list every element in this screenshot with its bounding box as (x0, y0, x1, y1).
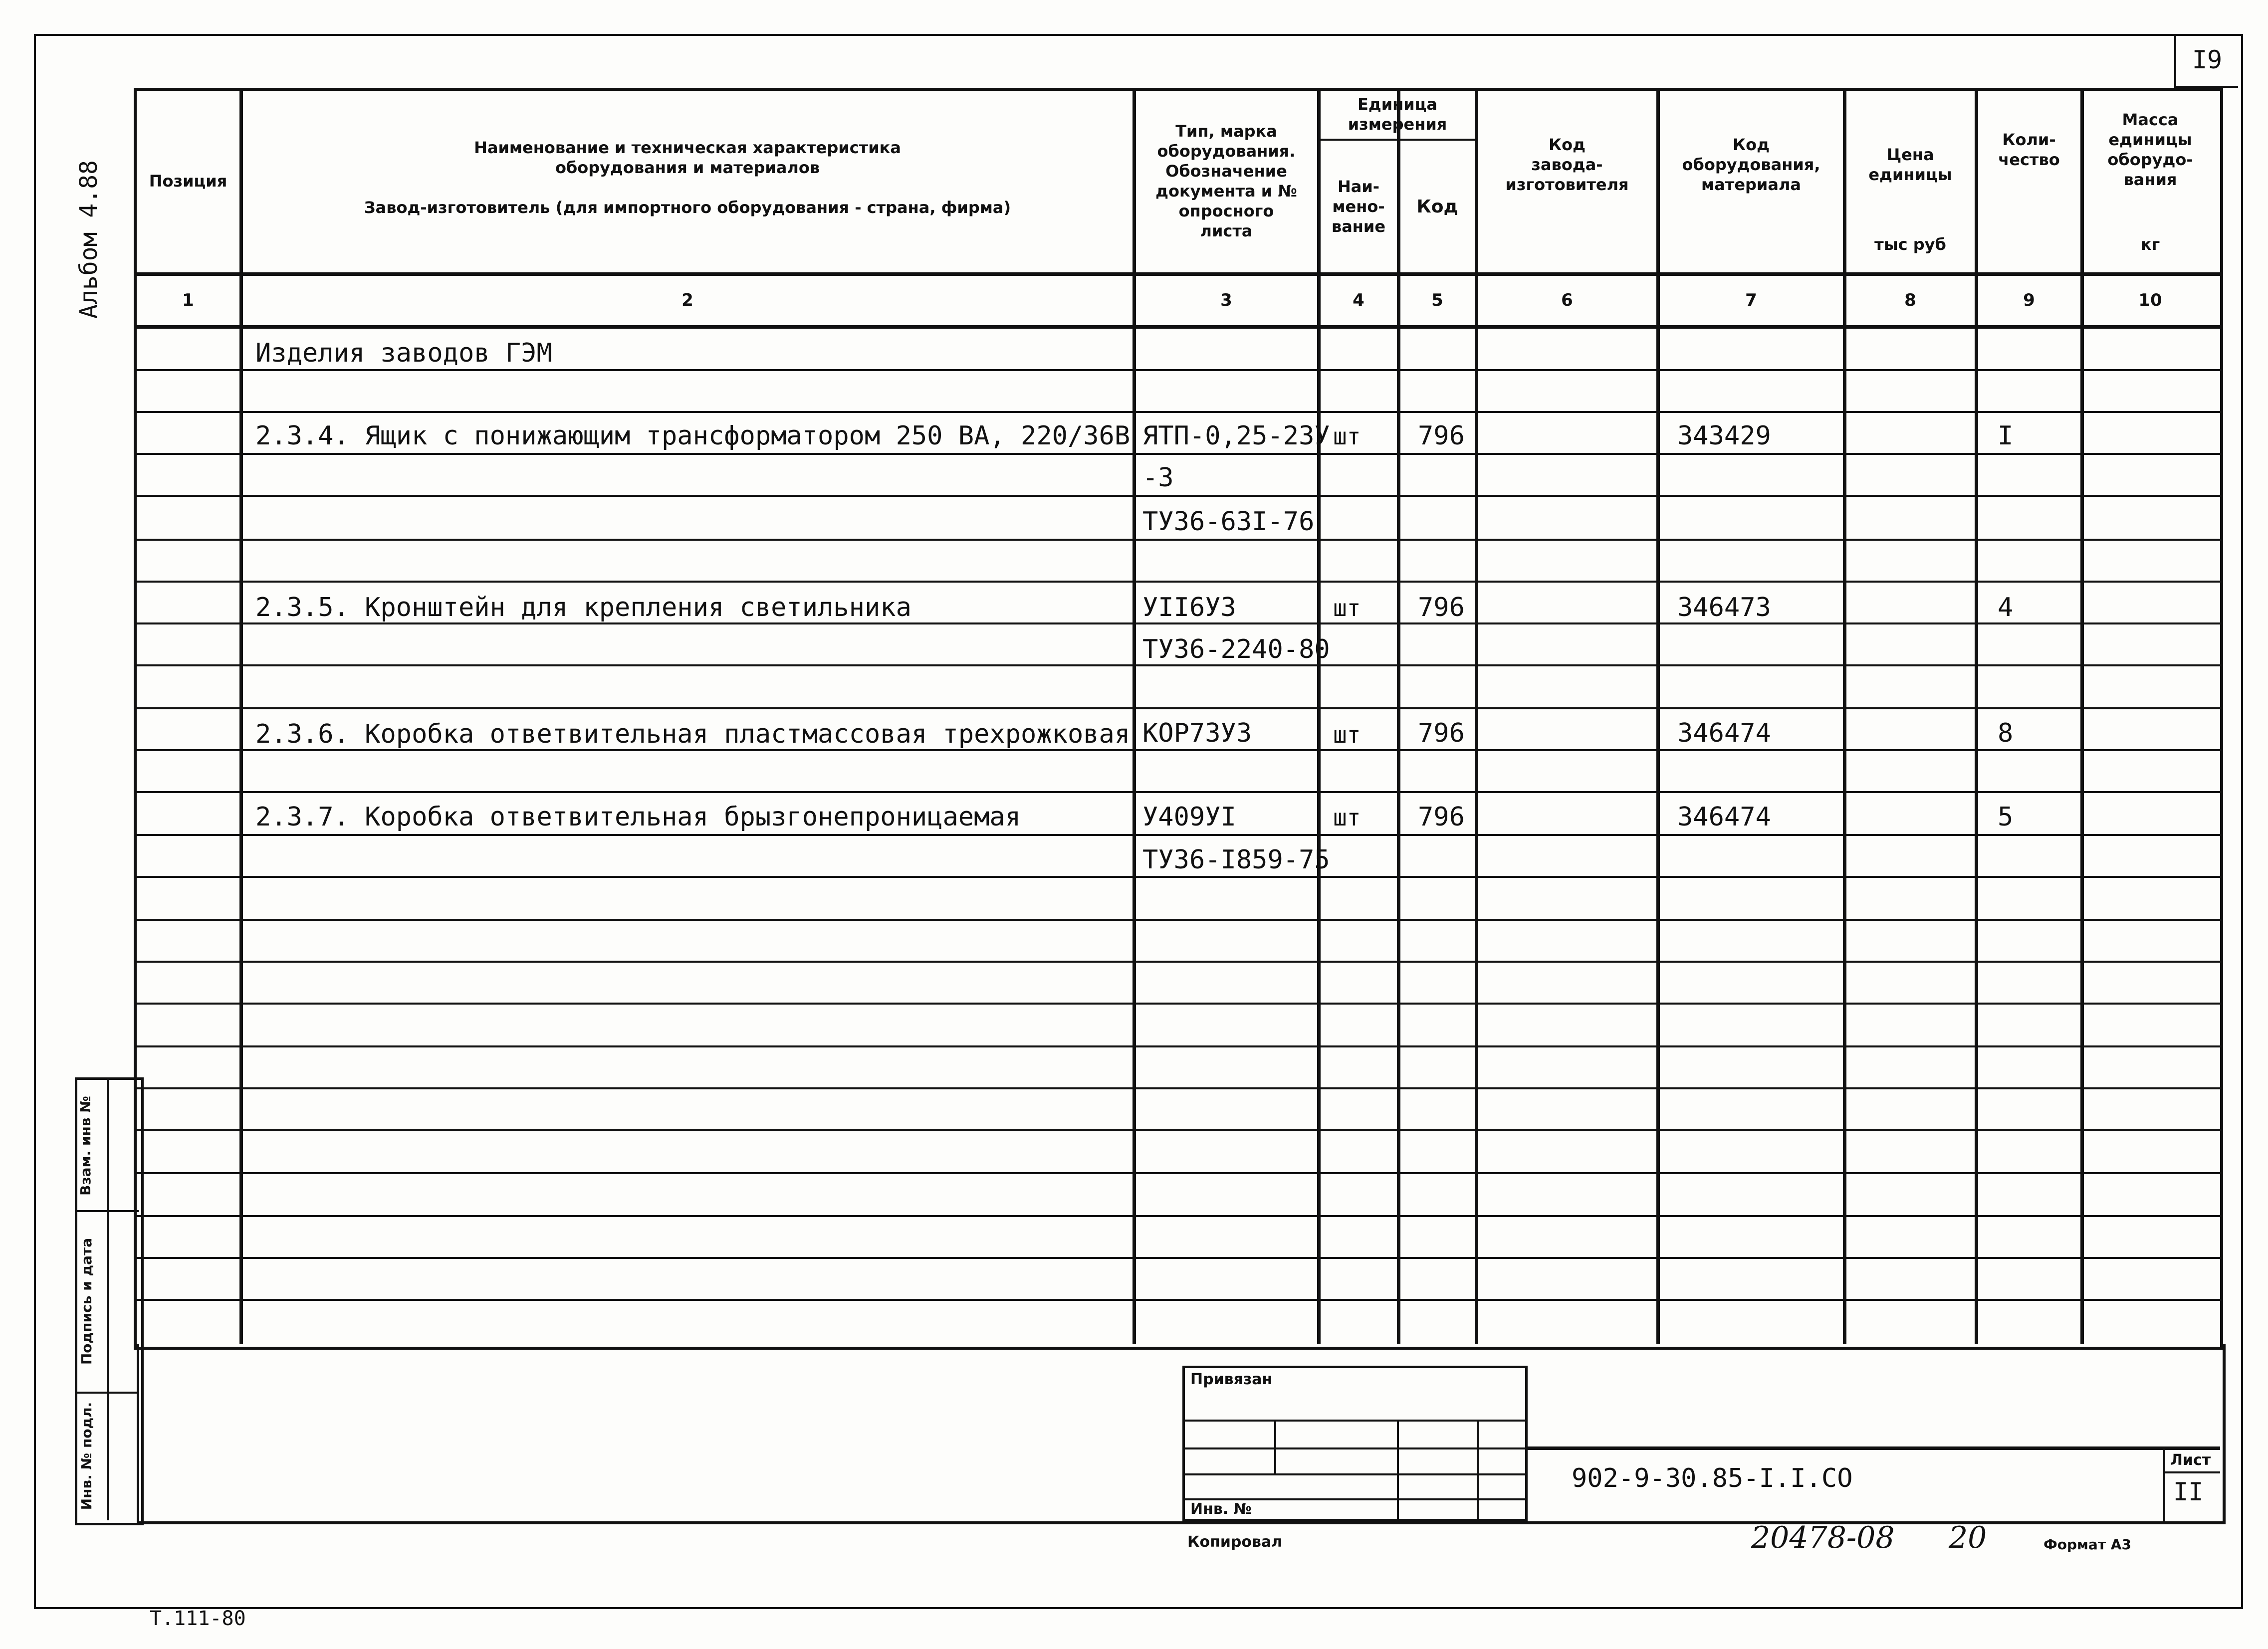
item-qty: 4 (1998, 593, 2014, 622)
header-type: Тип, марка оборудования. Обозначение документа и № опросного листа (1155, 122, 1297, 240)
item-unit: шт (1333, 721, 1361, 748)
colnum-4: 4 (1353, 290, 1364, 310)
title-block-frame (137, 1344, 2226, 1524)
privyazan-line (1182, 1447, 1528, 1449)
header-mass-unit: кг (2140, 235, 2160, 254)
row-line (134, 961, 2220, 963)
colnum-1: 1 (182, 290, 194, 310)
row-line (134, 622, 2220, 624)
privyazan-vline (1274, 1420, 1276, 1473)
item-unit: шт (1333, 804, 1361, 831)
item-unit-code: 796 (1418, 593, 1465, 622)
header-unit-code: Код (1416, 196, 1458, 217)
row-line (134, 539, 2220, 541)
item-eq-code: 346473 (1677, 593, 1771, 622)
inv-no-label: Инв. № (1190, 1500, 1252, 1518)
footer-stamp: Т.111-80 (150, 1607, 246, 1630)
item-type: КОР73У3 (1142, 718, 1252, 748)
list-box-line (2163, 1471, 2220, 1473)
row-line (134, 411, 2220, 413)
item-eq-code: 346474 (1677, 718, 1771, 748)
header-name (242, 90, 1133, 272)
kopiroval-label: Копировал (1187, 1533, 1283, 1551)
header-name-line3: Завод-изготовитель (для импортного оборудования - страна, фирма) (364, 198, 1011, 217)
item-unit-code: 796 (1418, 802, 1465, 832)
doc-block-top (1528, 1446, 2220, 1450)
header-price-unit: тыс руб (1874, 235, 1946, 254)
colnum-10: 10 (2138, 290, 2162, 310)
colnum-6: 6 (1561, 290, 1573, 310)
privyazan-vline (1477, 1420, 1479, 1521)
row-line (134, 749, 2220, 751)
list-label: Лист (2170, 1451, 2211, 1469)
format-label: Формат А3 (2043, 1536, 2131, 1553)
item-eq-code: 346474 (1677, 802, 1771, 832)
privyazan-vline (1397, 1420, 1399, 1521)
item-name: 2.3.5. Кронштейн для крепления светильника (255, 593, 911, 622)
item-type-cont: -3 (1142, 463, 1174, 493)
row-line (134, 1129, 2220, 1131)
row-line (134, 876, 2220, 878)
item-name: 2.3.4. Ящик с понижающим трансформатором 250 ВА, 220/36В (255, 421, 1131, 451)
list-number: II (2173, 1477, 2204, 1506)
row-line (134, 707, 2220, 709)
colnum-7: 7 (1745, 290, 1757, 310)
item-name: 2.3.7. Коробка ответвительная брызгонепроницаемая (255, 802, 1021, 832)
side-stamp-vzam: Взам. инв № (77, 1096, 94, 1196)
item-spec: ТУ36-I859-75 (1142, 845, 1330, 875)
row-line (134, 834, 2220, 836)
row-line (134, 1299, 2220, 1301)
item-spec: ТУ36-63I-76 (1142, 507, 1315, 537)
privyazan-label: Привязан (1190, 1371, 1273, 1388)
item-unit-code: 796 (1418, 421, 1465, 451)
row-line (134, 1215, 2220, 1217)
row-line (134, 1003, 2220, 1005)
colnum-bottom-line (134, 325, 2220, 329)
row-line (134, 495, 2220, 497)
item-eq-code: 343429 (1677, 421, 1771, 451)
album-label (75, 135, 105, 344)
item-spec: ТУ36-2240-80 (1142, 634, 1330, 664)
item-unit: шт (1333, 423, 1361, 450)
row-line (134, 369, 2220, 371)
handwritten-number: 20478-08 (1751, 1520, 1895, 1555)
album-label-text: Альбом 4.88 (75, 160, 103, 319)
item-unit-code: 796 (1418, 718, 1465, 748)
row-line (134, 1172, 2220, 1174)
row-line (134, 1257, 2220, 1259)
privyazan-line (1182, 1473, 1528, 1475)
row-heading: Изделия заводов ГЭМ (255, 338, 552, 368)
header-factory-code: Код завода- изготовителя (1505, 135, 1629, 194)
colnum-9: 9 (2023, 290, 2035, 310)
row-line (134, 1087, 2220, 1089)
header-unit-group: Единица измерения (1348, 95, 1447, 134)
sheet-number-box (2174, 34, 2238, 88)
row-line (134, 664, 2220, 666)
header-unit-name: Наи- мено- вание (1331, 177, 1386, 236)
row-line (134, 581, 2220, 583)
list-box-divider (2163, 1446, 2165, 1521)
item-qty: 5 (1998, 802, 2014, 832)
colnum-8: 8 (1904, 290, 1916, 310)
row-line (134, 791, 2220, 793)
item-qty: I (1998, 421, 2014, 451)
header-equipment-code: Код оборудования, материала (1682, 135, 1820, 194)
item-name: 2.3.6. Коробка ответвительная пластмассовая трехрожковая (255, 719, 1131, 749)
side-stamp-podpis: Подпись и дата (78, 1237, 95, 1365)
item-type: У409УI (1142, 802, 1236, 832)
item-type: ЯТП-0,25-23У (1142, 421, 1330, 451)
colnum-5: 5 (1431, 290, 1443, 310)
sheet-number: I9 (2192, 45, 2223, 74)
item-unit: шт (1333, 595, 1361, 621)
handwritten-page: 20 (1949, 1520, 1987, 1555)
side-stamp-inv: Инв. № подл. (78, 1402, 95, 1510)
colnum-2: 2 (681, 290, 693, 310)
header-name-line2: оборудования и материалов (555, 158, 820, 177)
header-price: Цена единицы (1868, 145, 1952, 184)
side-stamp-divider (107, 1077, 109, 1520)
header-position: Позиция (149, 172, 227, 191)
header-mass: Масса единицы оборудо- вания (2107, 110, 2193, 189)
privyazan-line (1182, 1420, 1528, 1422)
row-line (134, 1045, 2220, 1047)
document-code: 902-9-30.85-I.I.CO (1572, 1463, 1853, 1493)
item-qty: 8 (1998, 718, 2014, 748)
item-type: УII6У3 (1142, 593, 1236, 622)
row-line (134, 919, 2220, 921)
header-quantity: Коли- чество (1998, 130, 2060, 169)
colnum-3: 3 (1220, 290, 1232, 310)
header-name-line1: Наименование и техническая характеристика (474, 138, 901, 157)
row-line (134, 453, 2220, 455)
